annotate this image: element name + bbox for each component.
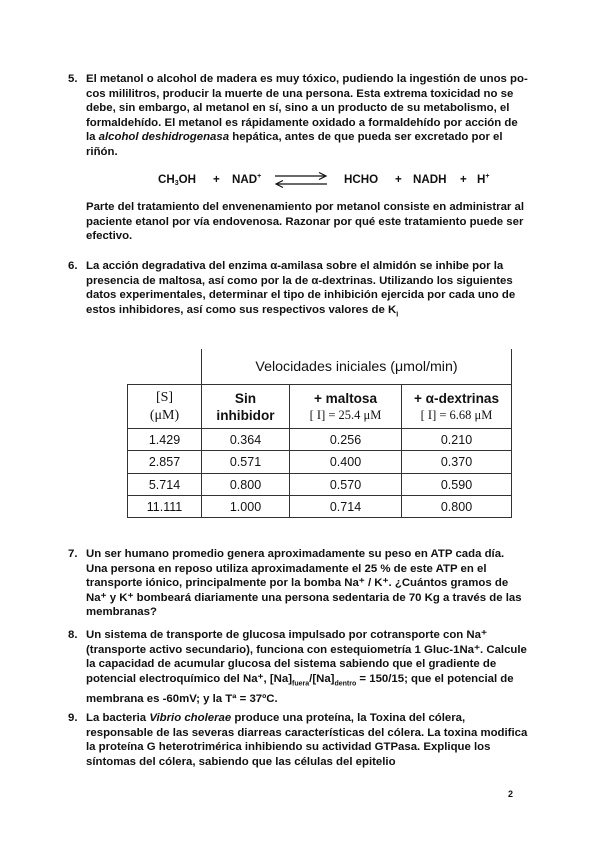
product-h: H+ xyxy=(477,173,490,186)
reactant-nad: NAD+ xyxy=(232,173,262,186)
table-cell: 1.429 xyxy=(148,432,181,447)
problem-number: 7. xyxy=(68,548,78,560)
problem-text-part: Un sistema de transporte de glucosa impulsado por cotransporte con Na⁺ (transporte activo secundario), funciona con estequiometría 1 Gluc-1Na⁺. Calcule la capacidad de acumular glucosa del sistema sabiendo que el gradiente de potencial electroquímico del Na⁺, [Na] xyxy=(86,629,527,685)
problem-text xyxy=(86,628,528,706)
table-cell: 1.000 xyxy=(229,499,262,514)
problem-text xyxy=(86,72,528,160)
table-cell: 0.400 xyxy=(329,455,362,469)
problem-text xyxy=(86,259,528,323)
table-cell: 0.714 xyxy=(329,499,362,514)
plus-sign: + xyxy=(460,173,467,186)
table-cell: 2.857 xyxy=(148,455,181,469)
plus-sign: + xyxy=(213,173,220,186)
problem-text-part: La bacteria xyxy=(86,712,150,724)
table-cell: 5.714 xyxy=(148,477,181,492)
problem-text-part: hepática, antes de que pueda ser excretado por el riñón. xyxy=(86,131,503,158)
column-header-sin-inhibidor: Sin inhibidor xyxy=(216,390,275,423)
problem-text-part: El metanol o alcohol de madera es muy tóxico, pudiendo la ingestión de unos po- cos mililitros, producir la muerte de una persona. Esta extrema toxicidad no se debe, sin embargo, al metanol en sí, sino a un producto de su metabolismo, el formaldehído. El metanol es rápidamente oxidado a formaldehído por acción de la xyxy=(86,73,528,144)
product-nadh: NADH xyxy=(413,173,447,186)
table-cell: 0.800 xyxy=(440,499,473,514)
species-name: Vibrio cholerae xyxy=(149,712,232,724)
problem-text-part: La acción degradativa del enzima α-amilasa sobre el almidón se inhibe por la presencia de maltosa, así como por la de α-dextrinas. Utilizando los siguientes datos experimentales, determinar el tipo de inhibición ejercida por cada uno de estos inhibidores, así como sus respectivos valores de K xyxy=(86,260,516,316)
chemical-equation xyxy=(158,170,518,190)
table-title: Velocidades iniciales (μmol/min) xyxy=(255,358,458,375)
subscript: dentro xyxy=(334,680,357,688)
problem-text: Parte del tratamiento del envenenamiento por metanol consiste en administrar al paciente etanol por vía endovenosa. Razonar por qué este tratamiento puede ser efectivo. xyxy=(86,201,525,243)
plus-sign: + xyxy=(395,173,402,186)
problem-text-part: /[Na] xyxy=(309,672,335,685)
product-hcho: HCHO xyxy=(344,173,379,186)
subscript: I xyxy=(396,311,399,319)
problem-7 xyxy=(68,547,528,620)
equilibrium-arrows-icon xyxy=(273,170,329,190)
table-cell: 11.111 xyxy=(146,499,183,514)
problem-6 xyxy=(68,259,528,323)
table-cell: 0.364 xyxy=(229,432,262,447)
data-table xyxy=(127,349,512,518)
page-number: 2 xyxy=(508,789,514,799)
problem-5 xyxy=(68,72,528,160)
problem-text: Un ser humano promedio genera aproximadamente su peso en ATP cada día. Una persona en reposo utiliza aproximadamente el 25 % de este ATP en el transporte iónico, principalmente por la bomba Na⁺ / K⁺. ¿Cuántos gramos de Na⁺ y K⁺ bombeará diariamente una persona sedentaria de 70 Kg a través de las membranas? xyxy=(86,548,522,619)
problem-9 xyxy=(68,711,528,769)
problem-text xyxy=(86,711,528,769)
problem-text-part: = 150/15; que el potencial de membrana es -60mV; y la Tª = 37ºC. xyxy=(86,672,514,705)
problem-5-question xyxy=(68,200,528,244)
table-cell: 0.370 xyxy=(440,455,473,469)
column-header-dextrinas: + α-dextrinas [ I] = 6.68 μM xyxy=(413,390,500,422)
table-cell: 0.570 xyxy=(329,477,362,492)
enzyme-name: alcohol deshidrogenasa xyxy=(98,131,230,144)
problem-number: 9. xyxy=(68,712,78,724)
problem-number: 6. xyxy=(68,260,78,272)
table-cell: 0.210 xyxy=(440,432,473,447)
reactant-methanol: $CH_3OH$ xyxy=(158,173,197,187)
problem-number: 5. xyxy=(68,73,78,85)
table-cell: 0.800 xyxy=(229,477,262,492)
problem-8 xyxy=(68,628,528,706)
table-cell: 0.571 xyxy=(229,455,262,469)
table-cell: 0.590 xyxy=(440,477,473,492)
table-cell: 0.256 xyxy=(329,432,362,447)
column-header-maltosa: + maltosa [ I] = 25.4 μM xyxy=(309,390,382,422)
problem-text-part: produce una proteína, la Toxina del cólera, responsable de las severas diarreas características del cólera. La toxina modifica la proteína G heterotrimérica inhibiendo su actividad GTPasa. Explique los síntomas del cólera, sabiendo que las células del epitelio xyxy=(86,712,528,768)
column-header-s: [S] (μM) xyxy=(149,389,180,423)
subscript: fuera xyxy=(292,680,310,688)
problem-number: 8. xyxy=(68,629,78,641)
